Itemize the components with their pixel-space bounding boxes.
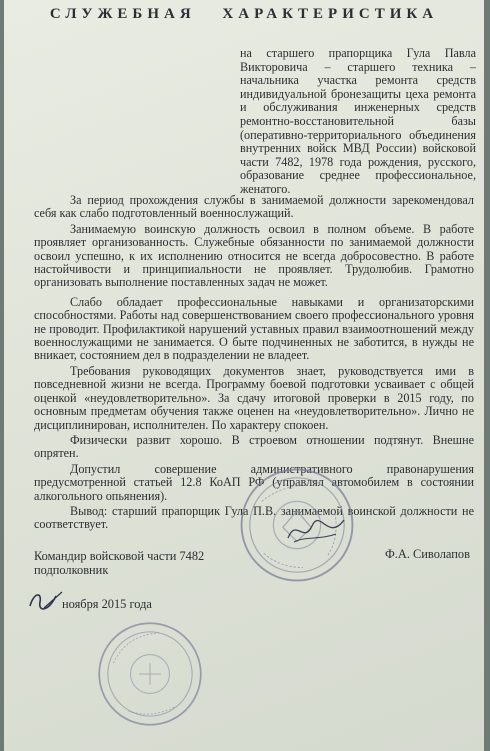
paragraph: Физически развит хорошо. В строевом отношении подтянут. Внешне опрятен. [34, 432, 474, 461]
paragraph: Требования руководящих документов знает, руководствуется ими в повседневной жизни не всегда. Программу боевой подготовки усваивает с общей оценкой «неудовлетворительно». За сдачу итоговой проверки в 2015 году, по основным предметам обучения также оценен на «неудовлетворительно». Лично не дисциплинирован, исполнителен. По характеру спокоен. [34, 363, 474, 432]
paragraph: Занимаемую воинскую должность освоил в полном объеме. В работе проявляет организованность. Служебные обязанности по занимаемой должности освоил успешно, к их исполнению относится не всегда добросовестно. В работе настойчивости и принципиальности не проявляет. Трудолюбив. Грамотно организовать выполнение поставленных задач не может. [34, 221, 474, 290]
signatory-position: Командир войсковой части 7482 [34, 549, 205, 563]
document-date: ноября 2015 года [62, 597, 152, 611]
signatory-rank: подполковник [34, 563, 109, 577]
paragraph: Вывод: старший прапорщик Гула П.В. занимаемой воинской должности не соответствует. [34, 503, 474, 532]
signatory-name: Ф.А. Сиволапов [385, 547, 470, 561]
signatory-block [34, 549, 204, 577]
document-title: СЛУЖЕБНАЯ ХАРАКТЕРИСТИКА [49, 6, 439, 22]
date-day-handwritten [26, 588, 66, 614]
paragraph: За период прохождения службы в занимаемой должности зарекомендовал себя как слабо подготовленный военнослужащий. [34, 193, 474, 221]
subject-description: на старшего прапорщика Гула Павла Викторовича – старшего техника – начальника участка ремонта средств индивидуальной бронезащиты цеха ремонта и обслуживания инженерных средств ремонтно-восстановительной базы (оперативно-территориального объединения внутренних войск МВД России) войсковой части 7482, 1978 года рождения, русского, образование среднее профессиональное, женатого. [240, 46, 476, 196]
paragraph: Допустил совершение административного правонарушения предусмотренной статьей 12.8 КоАП РФ (управлял автомобилем в состоянии алкогольного опьянения). [34, 461, 474, 503]
commander-signature [284, 512, 348, 548]
document-page [4, 0, 484, 751]
official-stamp [94, 620, 206, 728]
paragraph: Слабо обладает профессиональные навыками и организаторскими способностями. Работы над совершенствованием своего профессионального уровня не проводит. Профилактикой нарушений уставных правил взаимоотношений между военнослужащими не занимается. О быте подчиненных не заботится, в нужды не вникает, состоянием дел в подразделении не владеет. [34, 294, 474, 363]
